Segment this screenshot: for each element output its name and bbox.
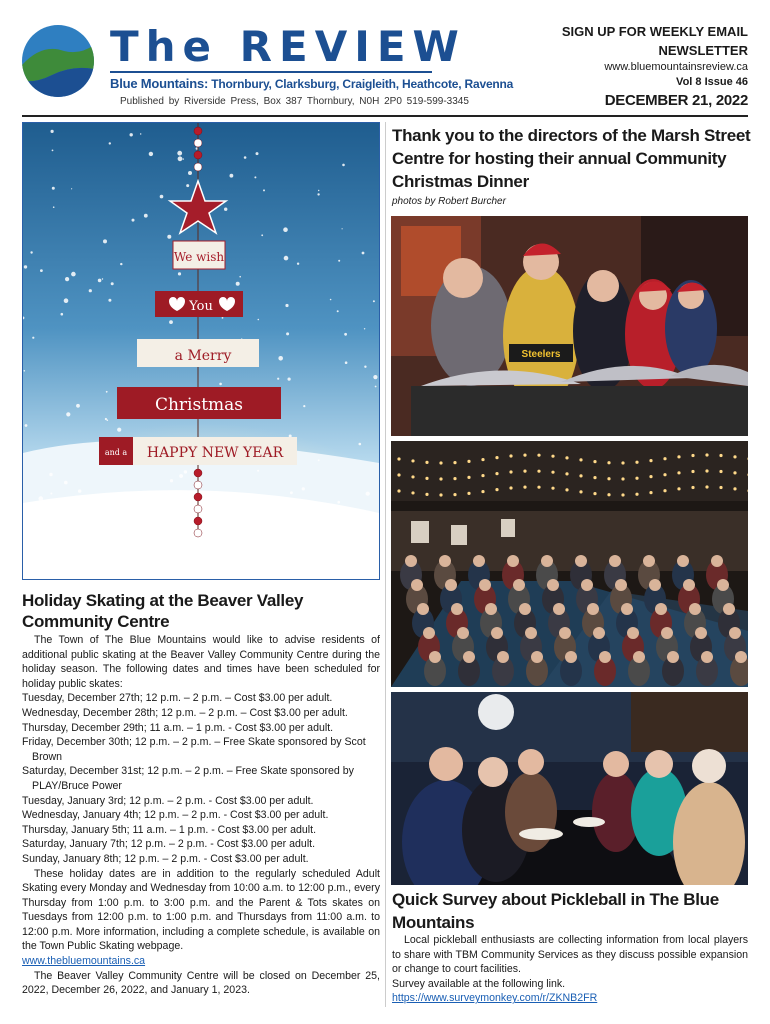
sign-christmas: Christmas	[154, 395, 244, 415]
publisher-line: Published by Riverside Press, Box 387 Thornbury, N0H 2P0 519-599-3345	[120, 96, 469, 107]
apron-steelers-text: Steelers	[521, 349, 561, 360]
region-lead: Blue Mountains:	[110, 76, 209, 91]
marsh-street-headline: Thank you to the directors of the Marsh Street Centre for hosting their annual Community Christmas Dinner	[392, 126, 751, 191]
sign-you: You	[189, 299, 213, 314]
schedule-line: Wednesday, December 28th; 12 p.m. – 2 p.m. – Cost $3.00 per adult.	[22, 706, 348, 719]
region-towns: Thornbury, Clarksburg, Craigleith, Heathcote, Ravenna	[208, 77, 514, 91]
pickleball-body: Local pickleball enthusiasts are collecting information from local players to share with TBM Community Services as they discuss possible expansion or change to court facilities.	[392, 934, 748, 976]
photo-servers-at-buffet	[391, 216, 748, 436]
pickleball-headline: Quick Survey about Pickleball in The Blue Mountains	[392, 890, 719, 932]
skating-intro: The Town of The Blue Mountains would like to advise residents of additional public skating at the Beaver Valley Community Centre during the holiday season. The following dates and times have been scheduled for holiday public skates:	[22, 634, 380, 690]
masthead-title: The REVIEW	[110, 22, 466, 71]
masthead-region	[110, 76, 513, 91]
sign-we-wish: We wish	[173, 250, 225, 264]
schedule-line: Sunday, January 8th; 12 p.m. – 2 p.m. - Cost $3.00 per adult.	[22, 852, 309, 865]
schedule-line: Friday, December 30th; 12 p.m. – 2 p.m. – Free Skate sponsored by Scot Brown	[22, 736, 366, 763]
sign-and-a: and a	[104, 448, 128, 457]
christmas-greeting-image	[22, 122, 380, 580]
schedule-line: Tuesday, December 27th; 12 p.m. – 2 p.m. – Cost $3.00 per adult.	[22, 692, 333, 705]
sign-a-merry: a Merry	[174, 348, 232, 364]
pickleball-article-body	[392, 933, 748, 1006]
masthead-divider	[22, 115, 748, 117]
skating-regular-schedule: These holiday dates are in addition to the regularly scheduled Adult Skating every Monday and Wednesday from 10:00 a.m. to 12:00 p.m., every Thursday from 1:00 p.m. to 3:00 p.m. and the Parent & Tots skates on Tuesdays from 12:00 p.m. to 1:00 p.m. and Thursdays from 11:00 a.m. to 12:00 p.m. More information, including a complete schedule, is available on the Town Public Skating webpage.	[22, 867, 380, 953]
masthead-rule	[110, 71, 432, 73]
issue-date: DECEMBER 21, 2022	[604, 92, 748, 109]
skating-article-body	[22, 633, 380, 998]
sign-happy-new-year: HAPPY NEW YEAR	[146, 445, 284, 461]
schedule-line: Thursday, December 29th; 11 a.m. – 1 p.m. - Cost $3.00 per adult.	[22, 721, 334, 734]
schedule-line: Saturday, December 31st; 12 p.m. – 2 p.m. – Free Skate sponsored by PLAY/Bruce Power	[22, 765, 354, 792]
schedule-line: Saturday, January 7th; 12 p.m. – 2 p.m. - Cost $3.00 per adult.	[22, 838, 316, 851]
schedule-line: Wednesday, January 4th; 12 p.m. – 2 p.m. - Cost $3.00 per adult.	[22, 809, 329, 822]
review-logo	[22, 25, 94, 97]
schedule-line: Thursday, January 5th; 11 a.m. – 1 p.m. - Cost $3.00 per adult.	[22, 823, 317, 836]
issue-number: Vol 8 Issue 46	[676, 76, 748, 88]
town-website-link[interactable]: www.thebluemountains.ca	[22, 955, 146, 968]
survey-line: Survey available at the following link.	[392, 977, 566, 990]
skating-schedule	[22, 691, 380, 866]
column-divider	[385, 122, 386, 1007]
skating-closure-note: The Beaver Valley Community Centre will be closed on December 25, 2022, December 26, 2022, and January 1, 2023.	[22, 969, 380, 997]
skating-headline: Holiday Skating at the Beaver Valley Community Centre	[22, 591, 304, 631]
survey-link[interactable]: https://www.surveymonkey.com/r/ZKNB2FR	[392, 992, 598, 1005]
photo-guests-at-table	[391, 692, 748, 885]
photo-credit: photos by Robert Burcher	[392, 196, 506, 207]
newsletter-signup-link[interactable]: SIGN UP FOR WEEKLY EMAIL NEWSLETTER	[561, 24, 748, 58]
website-link[interactable]: www.bluemountainsreview.ca	[604, 61, 748, 73]
photo-dining-hall	[391, 441, 748, 687]
schedule-line: Tuesday, January 3rd; 12 p.m. – 2 p.m. - Cost $3.00 per adult.	[22, 794, 314, 807]
